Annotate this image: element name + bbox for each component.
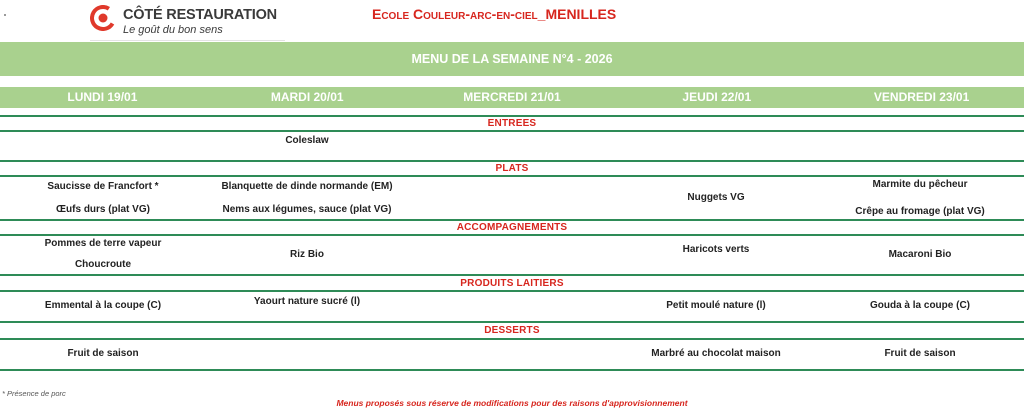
corner-dot bbox=[4, 14, 6, 16]
days-header bbox=[0, 87, 1024, 108]
menu-item: Coleslaw bbox=[285, 135, 329, 146]
section-rule bbox=[0, 234, 1024, 236]
day-monday: LUNDI 19/01 bbox=[67, 90, 138, 104]
brand-name: CÔTÉ RESTAURATION bbox=[123, 7, 277, 23]
section-rule bbox=[0, 274, 1024, 276]
menu-item: Marbré au chocolat maison bbox=[651, 348, 781, 359]
menu-item: Crêpe au fromage (plat VG) bbox=[855, 206, 985, 217]
section-rule bbox=[0, 369, 1024, 371]
menu-item: Choucroute bbox=[74, 259, 132, 270]
section-label-desserts: DESSERTS bbox=[484, 325, 540, 336]
section-rule bbox=[0, 321, 1024, 323]
section-label-produits-laitiers: PRODUITS LAITIERS bbox=[460, 278, 564, 289]
day-wednesday: MERCREDI 21/01 bbox=[463, 90, 561, 104]
menu-item: Pommes de terre vapeur bbox=[44, 238, 162, 249]
cote-restauration-logo-icon bbox=[90, 5, 116, 31]
supply-disclaimer: Menus proposés sous réserve de modifications pour des raisons d'approvisionnement bbox=[336, 398, 688, 408]
section-rule bbox=[0, 115, 1024, 117]
day-tuesday: MARDI 20/01 bbox=[270, 90, 344, 104]
menu-item: Blanquette de dinde normande (EM) bbox=[221, 181, 393, 192]
day-thursday: JEUDI 22/01 bbox=[682, 90, 752, 104]
section-rule bbox=[0, 160, 1024, 162]
section-rule bbox=[0, 290, 1024, 292]
menu-item: Yaourt nature sucré (l) bbox=[253, 296, 361, 307]
menu-item: Macaroni Bio bbox=[888, 249, 952, 260]
menu-item: Riz Bio bbox=[290, 249, 324, 260]
menu-item: Emmental à la coupe (C) bbox=[44, 300, 162, 311]
section-label-plats: PLATS bbox=[495, 163, 529, 174]
section-label-entrees: ENTREES bbox=[487, 118, 537, 129]
section-rule bbox=[0, 130, 1024, 132]
section-rule bbox=[0, 175, 1024, 177]
menu-item: Nuggets VG bbox=[687, 192, 745, 203]
brand-logo bbox=[90, 5, 290, 41]
school-title: Ecole Couleur-arc-en-ciel_MENILLES bbox=[372, 6, 617, 22]
day-friday: VENDREDI 23/01 bbox=[873, 90, 970, 104]
menu-item: Fruit de saison bbox=[67, 348, 139, 359]
pork-footnote: * Présence de porc bbox=[2, 389, 66, 398]
menu-item: Saucisse de Francfort * bbox=[47, 181, 159, 192]
menu-item: Petit moulé nature (l) bbox=[666, 300, 766, 311]
menu-item: Œufs durs (plat VG) bbox=[56, 204, 150, 215]
menu-item: Haricots verts bbox=[682, 244, 750, 255]
logo-divider bbox=[90, 40, 285, 41]
section-label-accompagnements: ACCOMPAGNEMENTS bbox=[456, 222, 568, 233]
brand-tagline: Le goût du bon sens bbox=[123, 24, 223, 36]
section-rule bbox=[0, 219, 1024, 221]
menu-item: Nems aux légumes, sauce (plat VG) bbox=[222, 204, 392, 215]
week-banner: MENU DE LA SEMAINE N°4 - 2026 bbox=[0, 42, 1024, 76]
menu-item: Gouda à la coupe (C) bbox=[869, 300, 970, 311]
menu-item: Marmite du pêcheur bbox=[872, 179, 968, 190]
menu-item: Fruit de saison bbox=[884, 348, 956, 359]
section-rule bbox=[0, 338, 1024, 340]
